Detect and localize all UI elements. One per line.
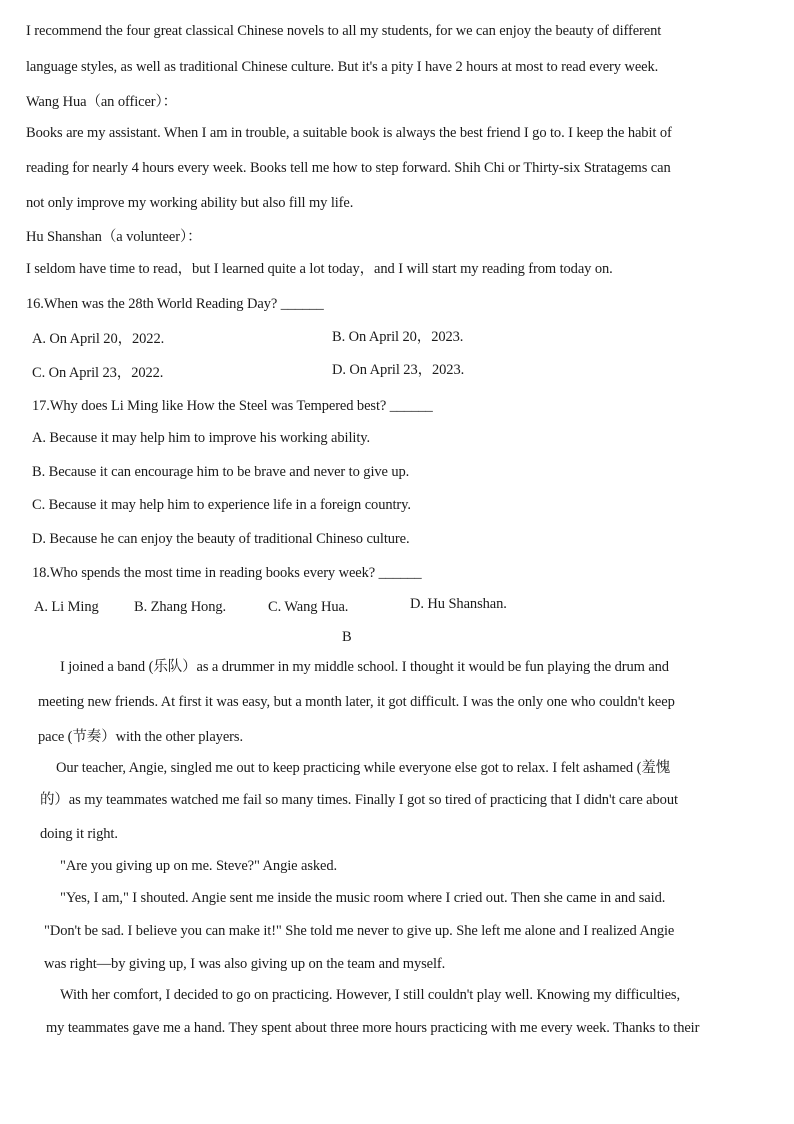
q16-option-a: A. On April 20，2022. [32, 331, 165, 347]
q16-option-d: D. On April 23，2023. [332, 362, 465, 378]
q17-option-a: A. Because it may help him to improve his working ability. [32, 430, 370, 446]
q18-option-d: D. Hu Shanshan. [410, 596, 507, 612]
question-17-stem: 17.Why does Li Ming like How the Steel was Tempered best? ______ [32, 398, 433, 414]
text-line: doing it right. [40, 826, 118, 842]
text-line: Our teacher, Angie, singled me out to keep practicing while everyone else got to relax. I felt ashamed (羞愧 [56, 760, 671, 776]
text-line: not only improve my working ability but also fill my life. [26, 195, 354, 211]
q17-option-c: C. Because it may help him to experience life in a foreign country. [32, 497, 411, 513]
text-line: With her comfort, I decided to go on practicing. However, I still couldn't play well. Knowing my difficulties, [60, 987, 680, 1003]
text-line: "Are you giving up on me. Steve?" Angie asked. [60, 858, 338, 874]
speaker-label: Wang Hua（an officer）： [26, 94, 178, 110]
q16-option-c: C. On April 23，2022. [32, 365, 164, 381]
text-line: was right—by giving up, I was also giving up on the team and myself. [44, 956, 446, 972]
q17-option-b: B. Because it can encourage him to be brave and never to give up. [32, 464, 410, 480]
text-line: my teammates gave me a hand. They spent about three more hours practicing with me every week. Thanks to their [46, 1020, 700, 1036]
question-18-stem: 18.Who spends the most time in reading books every week? ______ [32, 565, 422, 581]
text-line: language styles, as well as traditional Chinese culture. But it's a pity I have 2 hours at most to read every week. [26, 59, 659, 75]
q18-option-b: B. Zhang Hong. [134, 599, 227, 615]
text-line: meeting new friends. At first it was easy, but a month later, it got difficult. I was the only one who couldn't keep [38, 694, 675, 710]
text-line: I seldom have time to read，but I learned quite a lot today，and I will start my reading from today on. [26, 261, 613, 277]
q18-option-c: C. Wang Hua. [268, 599, 349, 615]
text-line: pace (节奏）with the other players. [38, 729, 243, 745]
q16-option-b: B. On April 20，2023. [332, 329, 464, 345]
text-line: "Don't be sad. I believe you can make it!" She told me never to give up. She left me alone and I realized Angie [44, 923, 675, 939]
speaker-label: Hu Shanshan（a volunteer）： [26, 229, 202, 245]
q18-option-a: A. Li Ming [34, 599, 99, 615]
text-line: I joined a band (乐队）as a drummer in my middle school. I thought it would be fun playing the drum and [60, 659, 669, 675]
text-line: 的）as my teammates watched me fail so many times. Finally I got so tired of practicing that I didn't care about [40, 792, 678, 808]
text-line: Books are my assistant. When I am in trouble, a suitable book is always the best friend I go to. I keep the habit of [26, 125, 672, 141]
text-line: reading for nearly 4 hours every week. Books tell me how to step forward. Shih Chi or Thirty-six Stratagems can [26, 160, 671, 176]
question-16-stem: 16.When was the 28th World Reading Day? ______ [26, 296, 324, 312]
q17-option-d: D. Because he can enjoy the beauty of traditional Chineso culture. [32, 531, 410, 547]
section-heading-b: B [342, 629, 352, 645]
text-line: "Yes, I am," I shouted. Angie sent me inside the music room where I cried out. Then she came in and said. [60, 890, 666, 906]
text-line: I recommend the four great classical Chinese novels to all my students, for we can enjoy the beauty of different [26, 23, 662, 39]
